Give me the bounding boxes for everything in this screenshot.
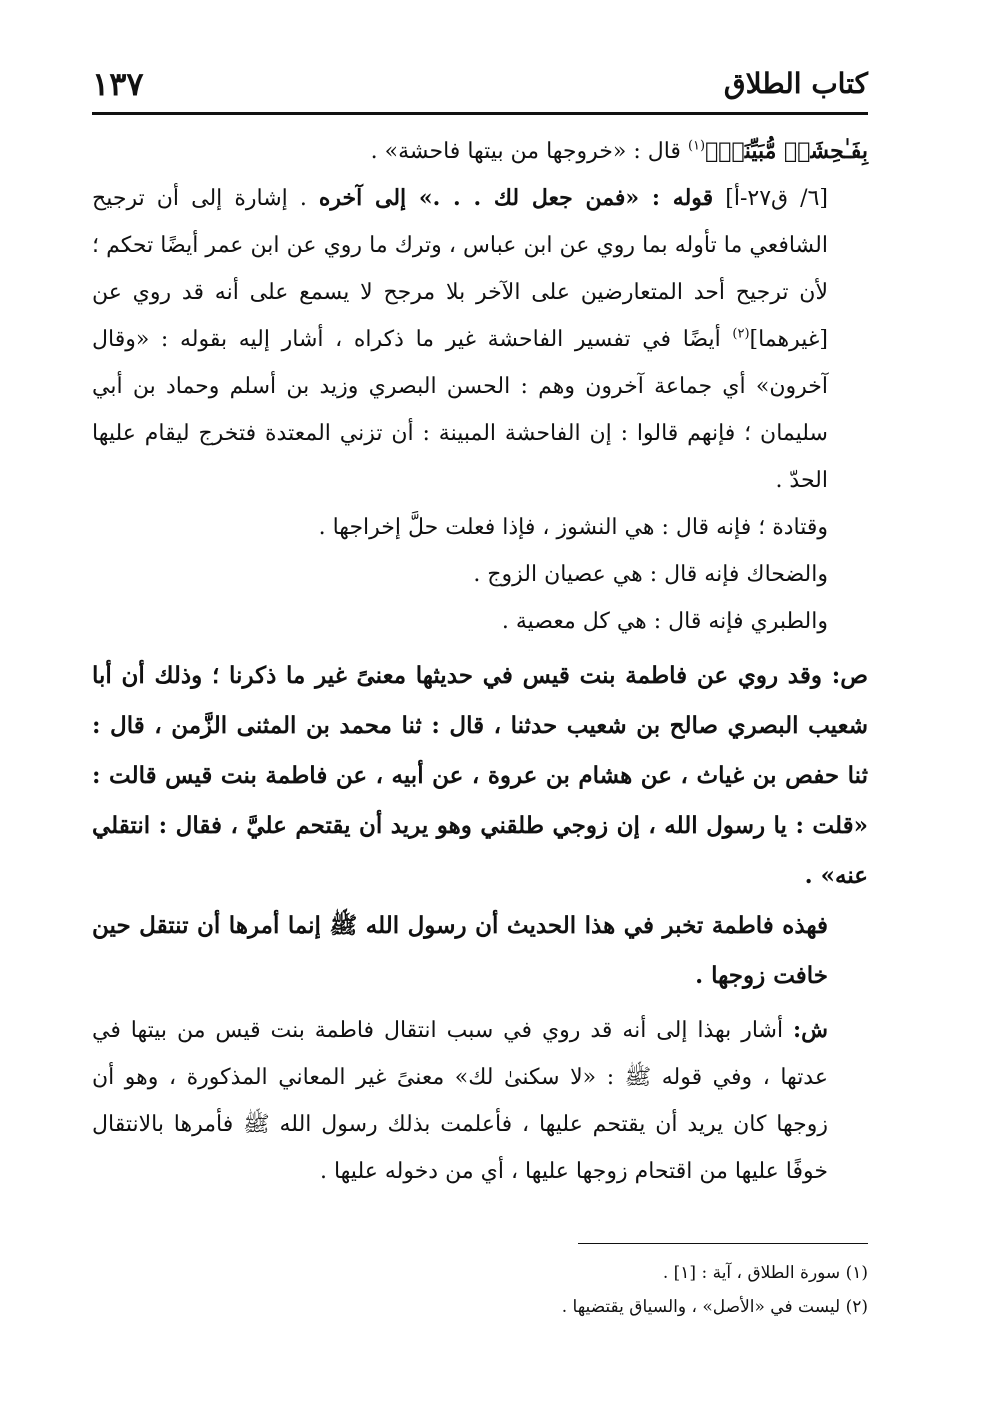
paragraph-text: . إشارة إلى أن ترجيح الشافعي ما تأوله بما روي عن ابن عباس ، وترك ما روي عن ابن عمر أيضًا تحكم ؛ لأن ترجيح أحد المتعارضين على الآخر بلا مرجح لا يسمع على أنه قد روي عن [غيرهما] [92, 186, 828, 352]
quran-verse: بِفَـٰحِشَةٖ مُّبَيِّنَةٖ﴾ [705, 138, 868, 164]
paragraph-text-continued: أيضًا في تفسير الفاحشة غير ما ذكراه ، أشار إليه بقوله : «وقال آخرون» أي جماعة آخرون وهم : الحسن البصري وزيد بن أسلم وحماد بن أبي سليمان ؛ فإنهم قالوا : إن الفاحشة المبينة : أن تزني المعتدة فتخرج ليقام عليها الحدّ . [92, 327, 828, 493]
page-number: ١٣٧ [92, 65, 144, 103]
footnote-marker: (١) [687, 138, 706, 154]
paragraph-verse-end [92, 128, 868, 175]
quoted-heading: قوله : «فمن جعل لك . . .» إلى آخره [318, 185, 714, 211]
footnotes [92, 1256, 868, 1324]
paragraph-text: قال : «خروجها من بيتها فاحشة» . [370, 139, 688, 164]
header-divider [92, 112, 868, 115]
page-header [92, 56, 868, 104]
footnote-divider [578, 1243, 868, 1244]
paragraph-sharh [92, 1007, 868, 1195]
sharh-text: أشار بهذا إلى أنه قد روي في سبب انتقال فاطمة بنت قيس من بيتها في عدتها ، وفي قوله ﷺ : «لا سكنىٰ لك» معنىً غير المعاني المذكورة ، وهو أن زوجها كان يريد أن يقتحم عليها ، فأعلمت بذلك رسول الله ﷺ فأمرها بالانتقال خوفًا عليها من اقتحام زوجها عليها ، أي من دخوله عليها . [92, 1018, 828, 1184]
paragraph-tabari: والطبري فإنه قال : هي كل معصية . [501, 609, 828, 634]
footnote-1: (١) سورة الطلاق ، آية : [١] . [662, 1263, 868, 1283]
footnote-marker: (٢) [732, 326, 750, 342]
manuscript-reference: [٦/ ق٢٧-أ] [713, 186, 828, 211]
chapter-title: كتاب الطلاق [723, 67, 868, 100]
paragraph-qatada: وقتادة ؛ فإنه قال : هي النشوز ، فإذا فعلت حلَّ إخراجها . [318, 515, 828, 540]
matn-label: ص: [831, 662, 868, 689]
footnote-2: (٢) ليست في «الأصل» ، والسياق يقتضيها . [561, 1297, 868, 1317]
paragraph-commentary [92, 175, 868, 504]
page-body [92, 128, 868, 1195]
matn-text: وقد روي عن فاطمة بنت قيس في حديثها معنىً غير ما ذكرنا ؛ وذلك أن أبا شعيب البصري صالح بن شعيب حدثنا ، قال : ثنا محمد بن المثنى الزَّمن ، قال : ثنا حفص بن غياث ، عن هشام بن عروة ، عن أبيه ، عن فاطمة بنت قيس قالت : «قلت : يا رسول الله ، إن زوجي طلقني وهو يريد أن يقتحم عليَّ ، فقال : انتقلي عنه» . [92, 662, 868, 889]
paragraph-matn-conclusion: فهذه فاطمة تخبر في هذا الحديث أن رسول الله ﷺ إنما أمرها أن تنتقل حين خافت زوجها . [92, 912, 828, 989]
paragraph-dahhak: والضحاك فإنه قال : هي عصيان الزوج . [473, 562, 828, 587]
sharh-label: ش: [793, 1017, 828, 1043]
paragraph-matn [92, 651, 868, 901]
